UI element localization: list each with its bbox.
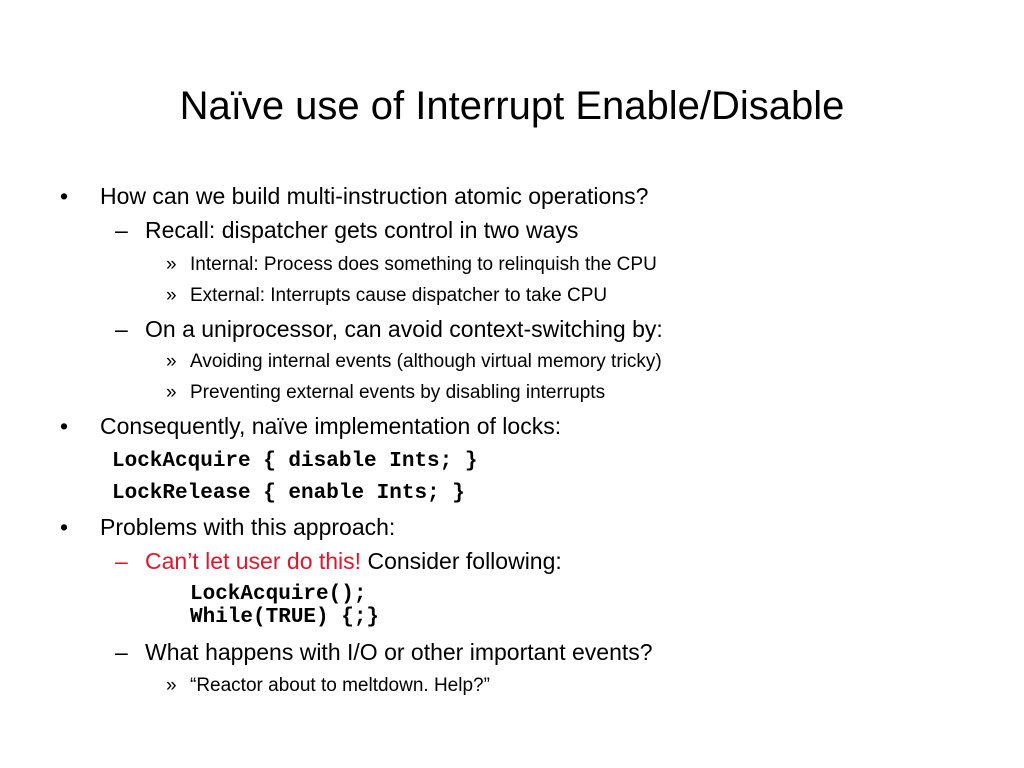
chevron-marker: » <box>166 675 177 696</box>
chevron-marker: » <box>166 351 177 372</box>
bullet-marker: • <box>60 183 69 209</box>
sub-bullet-text: What happens with I/O or other important events? <box>145 639 653 665</box>
bullet-text: Problems with this approach: <box>100 514 396 540</box>
sub-sub-bullet-text: “Reactor about to meltdown. Help?” <box>190 675 490 696</box>
bullet-marker: • <box>60 413 69 439</box>
code-line: LockAcquire(); <box>190 583 367 606</box>
sub-sub-bullet-text: External: Interrupts cause dispatcher to take CPU <box>190 285 608 306</box>
sub-bullet-text: On a uniprocessor, can avoid context-switching by: <box>145 316 663 342</box>
code-line: LockRelease { enable Ints; } <box>112 482 465 505</box>
slide-title: Naïve use of Interrupt Enable/Disable <box>179 84 845 128</box>
chevron-marker: » <box>166 254 177 275</box>
sub-bullet-text: Recall: dispatcher gets control in two ways <box>145 217 579 243</box>
bullet-marker: • <box>60 514 69 540</box>
bullet-text: Consequently, naïve implementation of locks: <box>100 413 562 439</box>
dash-marker: – <box>115 548 128 574</box>
sub-sub-bullet-text: Avoiding internal events (although virtual memory tricky) <box>190 351 662 372</box>
dash-marker: – <box>115 217 128 243</box>
dash-marker: – <box>115 316 128 342</box>
follow-text: Consider following: <box>361 548 562 574</box>
warning-text: Can’t let user do this! <box>145 548 362 574</box>
dash-marker: – <box>115 639 128 665</box>
code-line: While(TRUE) {;} <box>190 606 380 629</box>
sub-sub-bullet-text: Preventing external events by disabling interrupts <box>190 382 606 403</box>
sub-bullet-text <box>145 547 562 575</box>
chevron-marker: » <box>166 382 177 403</box>
sub-sub-bullet-text: Internal: Process does something to relinquish the CPU <box>190 254 657 275</box>
bullet-text: How can we build multi-instruction atomic operations? <box>100 183 649 209</box>
chevron-marker: » <box>166 285 177 306</box>
code-line: LockAcquire { disable Ints; } <box>112 450 478 473</box>
